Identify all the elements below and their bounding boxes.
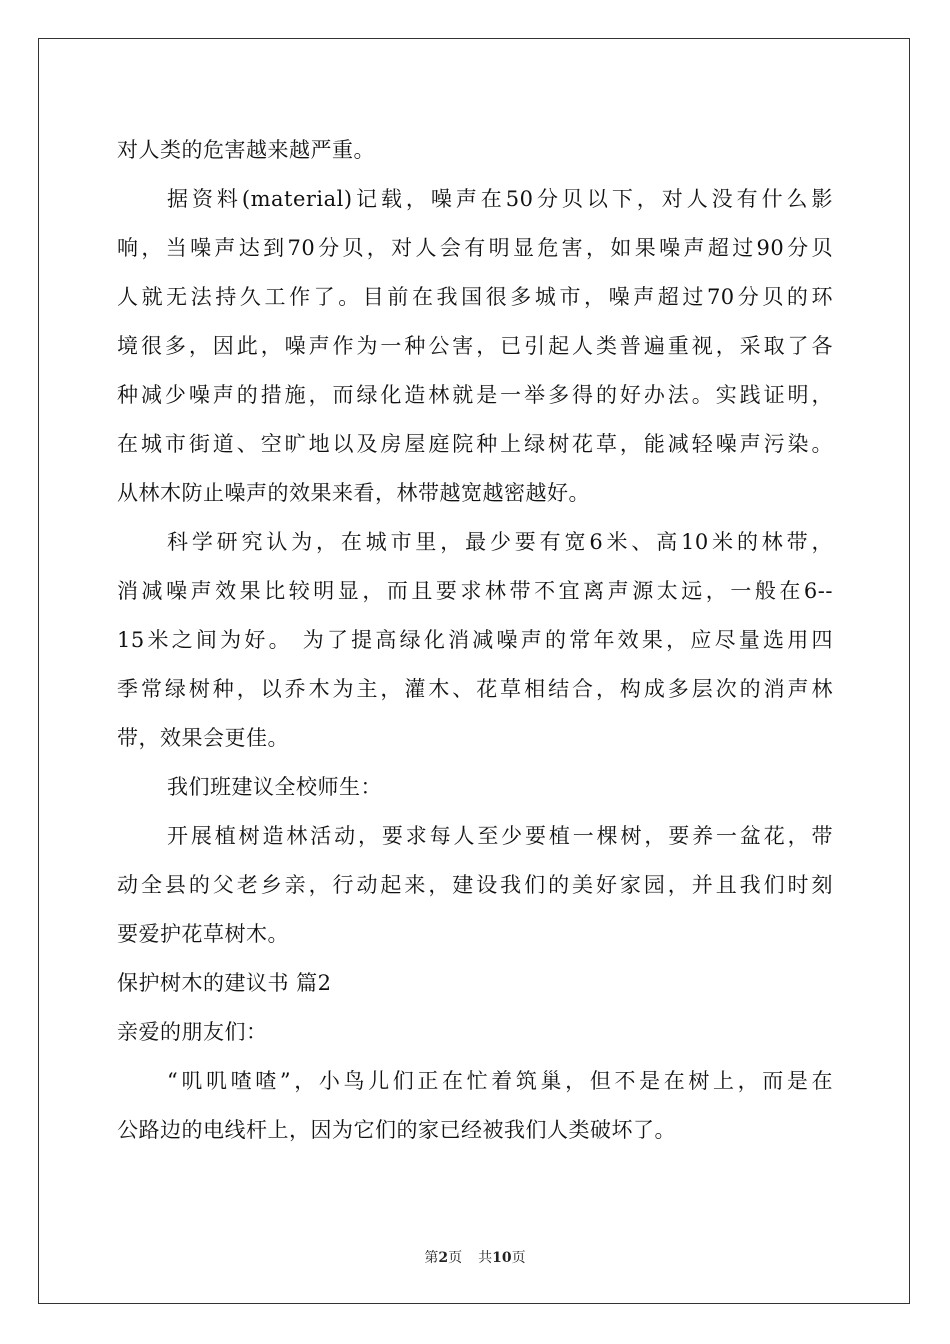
page-number: 2	[438, 1250, 449, 1266]
text-line-2: 据资料(material)记载，噪声在50分贝以下，对人没有什么影	[167, 187, 833, 211]
text-line-1: 对人类的危害越来越严重。	[117, 138, 375, 162]
text-line-3: 响，当噪声达到70分贝，对人会有明显危害，如果噪声超过90分贝	[117, 236, 833, 260]
text-line-4: 人就无法持久工作了。目前在我国很多城市，噪声超过70分贝的环	[117, 285, 833, 309]
text-line-20: “叽叽喳喳”，小鸟儿们正在忙着筑巢，但不是在树上，而是在	[167, 1069, 833, 1093]
total-pages: 10	[492, 1250, 512, 1266]
text-line-12: 季常绿树种，以乔木为主，灌木、花草相结合，构成多层次的消声林	[117, 677, 833, 701]
salutation: 亲爱的朋友们：	[117, 1020, 268, 1044]
text-line-16: 动全县的父老乡亲，行动起来，建设我们的美好家园，并且我们时刻	[117, 873, 833, 897]
text-line-6: 种减少噪声的措施，而绿化造林就是一举多得的好办法。实践证明，	[117, 383, 833, 407]
page-footer	[0, 1247, 950, 1267]
text-line-5: 境很多，因此，噪声作为一种公害，已引起人类普遍重视，采取了各	[117, 334, 833, 358]
text-line-21: 公路边的电线杆上，因为它们的家已经被我们人类破坏了。	[117, 1118, 676, 1142]
text-line-17: 要爱护花草树木。	[117, 922, 289, 946]
text-line-14: 我们班建议全校师生：	[167, 775, 382, 799]
text-line-13: 带，效果会更佳。	[117, 726, 289, 750]
text-line-15: 开展植树造林活动，要求每人至少要植一棵树，要养一盆花，带	[167, 824, 833, 848]
document-body	[117, 126, 833, 1155]
text-line-10: 消减噪声效果比较明显，而且要求林带不宜离声源太远，一般在6--	[117, 579, 833, 603]
total-suffix: 页	[511, 1250, 526, 1266]
section-heading: 保护树木的建议书 篇2	[117, 971, 332, 995]
page-prefix: 第	[424, 1250, 439, 1266]
total-prefix: 共	[478, 1250, 493, 1266]
text-line-9: 科学研究认为，在城市里，最少要有宽6米、高10米的林带，	[167, 530, 833, 554]
text-line-8: 从林木防止噪声的效果来看，林带越宽越密越好。	[117, 481, 590, 505]
text-line-7: 在城市街道、空旷地以及房屋庭院种上绿树花草，能减轻噪声污染。	[117, 432, 833, 456]
text-line-11: 15米之间为好。 为了提高绿化消减噪声的常年效果，应尽量选用四	[117, 628, 833, 652]
page-suffix: 页	[448, 1250, 463, 1266]
